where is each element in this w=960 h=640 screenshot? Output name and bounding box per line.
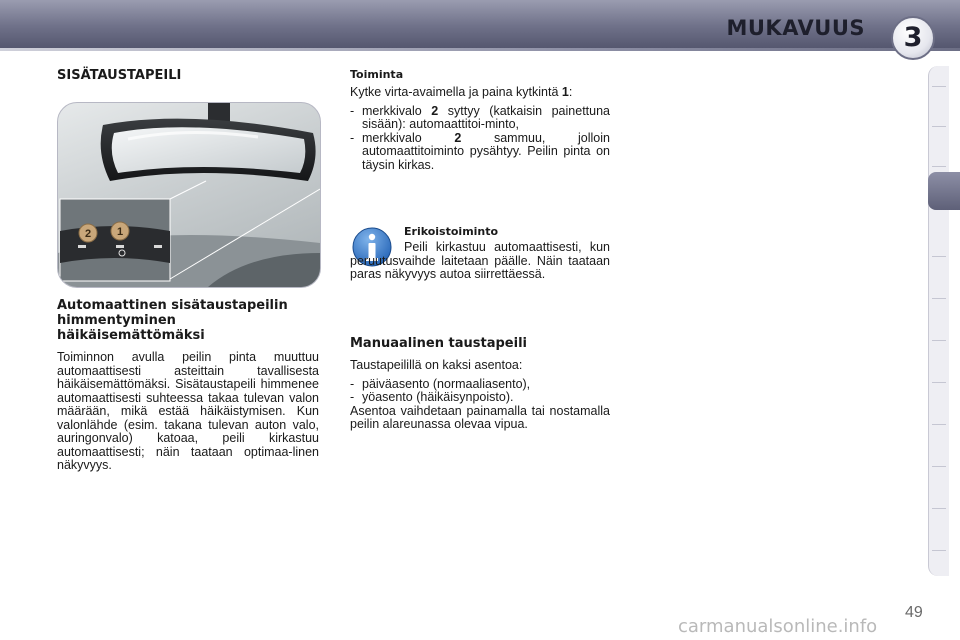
manual-note: Asentoa vaihdetaan painamalla tai nostamalla peilin alareunassa olevaa vipua. <box>350 403 610 431</box>
active-chapter-tab <box>928 172 960 210</box>
item-text: sammuu, jolloin automaattitoiminto pysähtyy. Peilin pinta on täysin kirkas. <box>362 130 610 172</box>
tab-divider <box>932 256 946 257</box>
manual-mirror-section <box>350 336 610 432</box>
tab-divider <box>932 166 946 167</box>
list-item <box>350 105 610 132</box>
chapter-number-badge <box>885 14 945 60</box>
item-text: merkkivalo <box>362 130 422 145</box>
switch-marker <box>116 245 124 248</box>
tab-divider <box>932 550 946 551</box>
list-item <box>350 132 610 173</box>
middle-column <box>350 68 610 172</box>
tab-strip-background <box>928 66 949 576</box>
switch-number: 1 <box>561 85 569 99</box>
header-divider <box>0 48 960 51</box>
tab-divider <box>932 298 946 299</box>
indicator-number: 2 <box>431 103 439 118</box>
tab-divider <box>932 508 946 509</box>
chapter-title: MUKAVUUS <box>726 16 865 40</box>
tab-divider <box>932 86 946 87</box>
tab-divider <box>932 126 946 127</box>
function-intro-text: Kytke virta-avaimella ja paina kytkintä <box>350 85 559 99</box>
button-2-label: 2 <box>84 228 92 240</box>
item-text: merkkivalo <box>362 103 422 118</box>
tab-divider <box>932 424 946 425</box>
section-title: SISÄTAUSTAPEILI <box>57 68 182 83</box>
function-intro-end: : <box>568 85 573 99</box>
special-heading: Erikoistoiminto <box>404 225 499 238</box>
list-item: - yöasento (häikäisynpoisto). <box>350 391 610 405</box>
chapter-number: 3 <box>903 22 923 53</box>
function-list <box>350 105 610 173</box>
list-item: - päiväasento (normaaliasento), <box>350 378 610 392</box>
rear-view-mirror-illustration <box>57 102 321 288</box>
mirror-drawing <box>58 103 320 287</box>
manual-heading: Manuaalinen taustapeili <box>350 336 527 351</box>
tab-divider <box>932 340 946 341</box>
function-heading: Toiminta <box>350 68 404 81</box>
special-function-box <box>404 225 610 238</box>
auto-dimming-heading: Automaattinen sisätaustapeilin himmentyminen häikäisemättömäksi <box>57 298 288 343</box>
special-text: Peili kirkastuu automaattisesti, kun peruutusvaihde laitetaan päälle. Näin taataan paras näkyvyys autoa siirrettäessä. <box>350 240 610 281</box>
watermark: carmanualsonline.info <box>678 616 878 637</box>
indicator-light <box>78 245 86 248</box>
page-number: 49 <box>905 604 923 621</box>
indicator-number: 2 <box>454 130 462 145</box>
manual-list <box>350 378 610 405</box>
manual-intro: Taustapeilillä on kaksi asentoa: <box>350 358 523 372</box>
chapter-tab-strip <box>928 66 960 576</box>
auto-dimming-body: Toiminnon avulla peilin pinta muuttuu automaattisesti asteittain tavallisesta häikäisemättömäksi. Sisätaustapeili himmenee automaattisesti suhteessa takaa tulevan valon määrään, mikä estää häikäistymisen. Kun valonlähde (esim. takana tulevan auton valo, auringonvalo) katoaa, peili kirkastuu automaattisesti; näin taataan optimaa-linen näkyvyys. <box>57 350 319 472</box>
tab-divider <box>932 382 946 383</box>
tab-divider <box>932 466 946 467</box>
button-1-label: 1 <box>116 226 124 238</box>
auto-dimming-section <box>57 298 319 473</box>
left-column <box>57 68 319 83</box>
function-intro <box>350 86 610 100</box>
special-text-wrap <box>350 241 610 282</box>
item-text: syttyy (katkaisin painettuna sisään): automaattitoi-minto, <box>362 103 610 131</box>
